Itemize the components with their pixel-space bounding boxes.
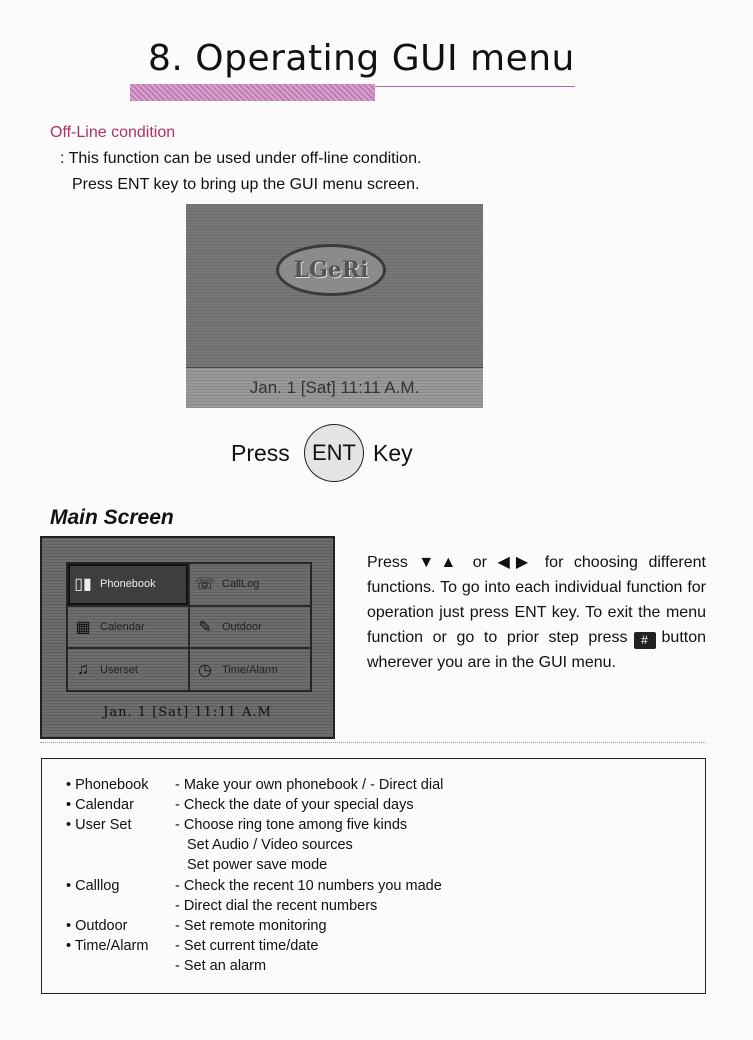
main-screen-date: Jan. 1 [Sat] 11:11 A.M <box>103 705 272 720</box>
standby-date: Jan. 1 [Sat] 11:11 A.M. <box>249 378 420 397</box>
brand-logo-text: LGeRi <box>293 257 369 283</box>
description-part-2: button wherever you are in the GUI menu. <box>367 629 706 671</box>
menu-item-label: Time/Alarm <box>222 663 278 676</box>
menu-item-label: Phonebook <box>100 578 156 591</box>
function-label: • Calendar <box>66 797 134 813</box>
function-text: - Set current time/date <box>175 938 319 954</box>
title-underline-line <box>375 86 575 87</box>
function-text: Set Audio / Video sources <box>187 837 353 853</box>
menu-item-label: Outdoor <box>222 620 262 633</box>
description-part-1: Press ▼▲ or ◀▶ for choosing different functions. To go into each individual function for operation just press ENT key. To exit the menu function or go to prior step press <box>367 554 706 646</box>
key-label: Key <box>373 440 413 466</box>
menu-item-time-alarm[interactable] <box>189 648 311 691</box>
main-menu-grid <box>66 562 312 692</box>
offline-line-2: Press ENT key to bring up the GUI menu screen. <box>72 176 420 193</box>
function-label: • Phonebook <box>66 777 149 793</box>
menu-item-phonebook[interactable] <box>67 563 189 606</box>
menu-item-userset[interactable] <box>67 648 189 691</box>
menu-item-label: Calendar <box>100 620 145 633</box>
menu-item-calllog[interactable] <box>189 563 311 606</box>
phonebook-icon: ▯▮ <box>74 576 92 594</box>
hash-key-icon: # <box>634 632 656 649</box>
ent-key-button[interactable] <box>304 424 364 482</box>
function-text: - Make your own phonebook / - Direct dial <box>175 777 444 793</box>
menu-item-outdoor[interactable] <box>189 606 311 649</box>
function-text: - Check the date of your special days <box>175 797 414 813</box>
function-text: Set power save mode <box>187 857 328 873</box>
offline-heading: Off-Line condition <box>50 124 176 141</box>
calllog-icon: ☏ <box>194 576 215 594</box>
main-screen-heading: Main Screen <box>50 506 174 529</box>
main-screen-description <box>367 550 706 675</box>
outdoor-icon: ✎ <box>198 618 212 636</box>
function-text: - Set remote monitoring <box>175 918 327 934</box>
ent-key-label: ENT <box>312 440 356 465</box>
function-label: • User Set <box>66 817 132 833</box>
menu-item-label: Userset <box>100 663 138 676</box>
function-label: • Calllog <box>66 878 120 894</box>
press-label: Press <box>231 440 290 466</box>
menu-item-label: CallLog <box>222 578 260 591</box>
function-text: - Set an alarm <box>175 958 267 974</box>
menu-item-calendar[interactable] <box>67 606 189 649</box>
function-label: • Outdoor <box>66 918 128 934</box>
calendar-icon: ▦ <box>75 618 91 636</box>
clock-icon: ◷ <box>198 661 212 679</box>
function-text: - Choose ring tone among five kinds <box>175 817 408 833</box>
offline-line-1: : This function can be used under off-line condition. <box>60 150 422 167</box>
function-text: - Direct dial the recent numbers <box>175 898 378 914</box>
userset-icon: ♫ <box>77 660 89 678</box>
brand-logo <box>276 244 386 296</box>
page-title: 8. Operating GUI menu <box>148 38 575 79</box>
function-text: - Check the recent 10 numbers you made <box>175 878 442 894</box>
function-label: • Time/Alarm <box>66 938 149 954</box>
section-divider <box>40 742 706 744</box>
title-underline-bar <box>130 84 375 101</box>
